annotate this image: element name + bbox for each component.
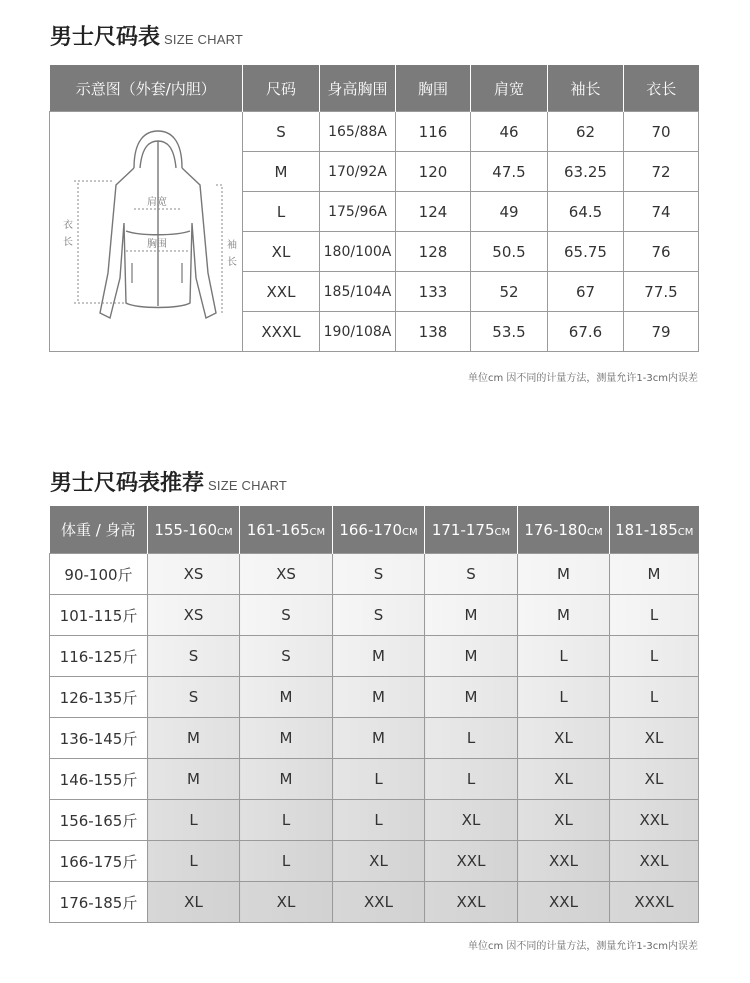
cell-recommended-size: L: [333, 800, 425, 841]
cell-recommended-size: L: [518, 636, 610, 677]
cell-weight: 126-135斤: [50, 677, 148, 718]
cell-recommended-size: S: [333, 595, 425, 636]
header-sleeve: 袖长: [548, 65, 624, 112]
cell-recommended-size: L: [333, 759, 425, 800]
header-shoulder: 肩宽: [471, 65, 548, 112]
cell-shoulder: 49: [471, 192, 548, 232]
recommend-row: [50, 841, 699, 882]
cell-recommended-size: XL: [425, 800, 518, 841]
height-range-value: 155-160: [154, 520, 218, 539]
height-unit: CM: [587, 526, 603, 538]
cell-recommended-size: XS: [148, 595, 240, 636]
cell-recommended-size: XS: [148, 554, 240, 595]
header-height-range: [333, 506, 425, 554]
recommend-row: [50, 882, 699, 923]
header-height-range: [610, 506, 699, 554]
cell-recommended-size: M: [610, 554, 699, 595]
label-sleeve-2: 长: [227, 256, 237, 268]
cell-length: 79: [624, 312, 699, 352]
cell-recommended-size: M: [425, 636, 518, 677]
cell-sleeve: 62: [548, 112, 624, 152]
cell-recommended-size: M: [333, 636, 425, 677]
cell-weight: 156-165斤: [50, 800, 148, 841]
header-weight-height: 体重 / 身高: [50, 506, 148, 554]
size-row: [50, 112, 699, 152]
cell-weight: 136-145斤: [50, 718, 148, 759]
cell-recommended-size: XS: [240, 554, 333, 595]
cell-recommended-size: XL: [240, 882, 333, 923]
height-range-value: 176-180: [524, 520, 588, 539]
cell-recommended-size: XXL: [518, 841, 610, 882]
cell-recommended-size: M: [425, 595, 518, 636]
cell-length: 70: [624, 112, 699, 152]
cell-recommended-size: S: [240, 636, 333, 677]
cell-recommended-size: L: [518, 677, 610, 718]
cell-recommended-size: M: [518, 595, 610, 636]
height-unit: CM: [677, 526, 694, 538]
cell-height-chest: 170/92A: [320, 152, 396, 192]
cell-weight: 146-155斤: [50, 759, 148, 800]
recommend-title: 男士尺码表推荐 SIZE CHART: [50, 471, 288, 496]
cell-chest: 128: [396, 232, 471, 272]
cell-recommended-size: S: [148, 636, 240, 677]
cell-recommended-size: L: [610, 595, 699, 636]
recommend-row: [50, 677, 699, 718]
cell-chest: 133: [396, 272, 471, 312]
cell-recommended-size: S: [148, 677, 240, 718]
cell-recommended-size: L: [425, 759, 518, 800]
recommend-row: [50, 718, 699, 759]
height-unit: CM: [402, 526, 418, 538]
cell-length: 72: [624, 152, 699, 192]
label-sleeve-1: 袖: [227, 239, 237, 251]
cell-recommended-size: XXL: [425, 882, 518, 923]
cell-recommended-size: XXXL: [610, 882, 699, 923]
cell-recommended-size: L: [610, 636, 699, 677]
header-diagram: 示意图（外套/内胆）: [50, 65, 243, 112]
cell-height-chest: 185/104A: [320, 272, 396, 312]
cell-sleeve: 65.75: [548, 232, 624, 272]
cell-recommended-size: M: [518, 554, 610, 595]
cell-recommended-size: M: [425, 677, 518, 718]
cell-recommended-size: XXL: [610, 800, 699, 841]
cell-recommended-size: S: [333, 554, 425, 595]
height-unit: CM: [309, 526, 326, 538]
cell-recommended-size: L: [148, 841, 240, 882]
cell-chest: 120: [396, 152, 471, 192]
height-range-value: 166-170: [339, 520, 403, 539]
header-height-range: [240, 506, 333, 554]
cell-recommended-size: M: [148, 759, 240, 800]
cell-recommended-size: L: [610, 677, 699, 718]
recommend-row: [50, 595, 699, 636]
recommend-row: [50, 800, 699, 841]
cell-recommended-size: L: [240, 800, 333, 841]
size-chart-title: 男士尺码表 SIZE CHART: [50, 25, 244, 50]
cell-shoulder: 50.5: [471, 232, 548, 272]
cell-height-chest: 180/100A: [320, 232, 396, 272]
header-length: 衣长: [624, 65, 699, 112]
cell-recommended-size: XL: [610, 718, 699, 759]
cell-recommended-size: XL: [333, 841, 425, 882]
cell-height-chest: 175/96A: [320, 192, 396, 232]
header-height-chest: 身高胸围: [320, 65, 396, 112]
cell-recommended-size: M: [333, 718, 425, 759]
header-chest: 胸围: [396, 65, 471, 112]
cell-sleeve: 67: [548, 272, 624, 312]
recommend-row: [50, 554, 699, 595]
cell-size: M: [243, 152, 320, 192]
cell-recommended-size: M: [240, 759, 333, 800]
size-chart-table: [49, 65, 699, 352]
cell-weight: 116-125斤: [50, 636, 148, 677]
recommend-row: [50, 636, 699, 677]
diagram-cell: [50, 112, 243, 352]
cell-recommended-size: M: [333, 677, 425, 718]
cell-recommended-size: XL: [148, 882, 240, 923]
cell-recommended-size: XXL: [518, 882, 610, 923]
label-shoulder: 肩宽: [147, 196, 167, 208]
cell-recommended-size: XL: [610, 759, 699, 800]
header-height-range: [148, 506, 240, 554]
recommend-subtitle: SIZE CHART: [208, 478, 288, 493]
header-height-range: [425, 506, 518, 554]
header-height-range: [518, 506, 610, 554]
cell-size: XXXL: [243, 312, 320, 352]
cell-height-chest: 165/88A: [320, 112, 396, 152]
cell-weight: 90-100斤: [50, 554, 148, 595]
cell-chest: 124: [396, 192, 471, 232]
jacket-diagram: [50, 113, 243, 351]
cell-recommended-size: M: [148, 718, 240, 759]
cell-chest: 116: [396, 112, 471, 152]
height-range-value: 161-165: [246, 520, 310, 539]
cell-weight: 176-185斤: [50, 882, 148, 923]
label-length-1: 衣: [63, 219, 73, 231]
cell-weight: 101-115斤: [50, 595, 148, 636]
cell-length: 74: [624, 192, 699, 232]
cell-recommended-size: L: [240, 841, 333, 882]
recommend-row: [50, 759, 699, 800]
height-unit: CM: [494, 526, 511, 538]
header-size: 尺码: [243, 65, 320, 112]
height-unit: CM: [217, 526, 233, 538]
size-chart-note: 单位cm 因不同的计量方法，测量允许1-3cm内误差: [468, 373, 698, 384]
cell-length: 77.5: [624, 272, 699, 312]
recommend-note: 单位cm 因不同的计量方法，测量允许1-3cm内误差: [468, 941, 698, 952]
cell-weight: 166-175斤: [50, 841, 148, 882]
cell-size: XXL: [243, 272, 320, 312]
cell-shoulder: 52: [471, 272, 548, 312]
cell-recommended-size: L: [425, 718, 518, 759]
size-recommend-table: [49, 506, 699, 923]
cell-recommended-size: S: [425, 554, 518, 595]
label-length-2: 长: [63, 236, 73, 248]
cell-size: XL: [243, 232, 320, 272]
cell-recommended-size: XXL: [425, 841, 518, 882]
cell-chest: 138: [396, 312, 471, 352]
cell-recommended-size: XXL: [610, 841, 699, 882]
cell-recommended-size: S: [240, 595, 333, 636]
cell-recommended-size: XL: [518, 718, 610, 759]
cell-recommended-size: L: [148, 800, 240, 841]
cell-sleeve: 63.25: [548, 152, 624, 192]
cell-shoulder: 47.5: [471, 152, 548, 192]
cell-recommended-size: XL: [518, 800, 610, 841]
label-chest: 胸围: [147, 238, 167, 250]
cell-sleeve: 64.5: [548, 192, 624, 232]
cell-length: 76: [624, 232, 699, 272]
height-range-value: 171-175: [431, 520, 495, 539]
cell-recommended-size: XXL: [333, 882, 425, 923]
height-range-value: 181-185: [615, 520, 678, 539]
cell-recommended-size: XL: [518, 759, 610, 800]
size-chart-subtitle: SIZE CHART: [164, 32, 244, 47]
cell-sleeve: 67.6: [548, 312, 624, 352]
cell-recommended-size: M: [240, 677, 333, 718]
cell-size: S: [243, 112, 320, 152]
cell-size: L: [243, 192, 320, 232]
cell-height-chest: 190/108A: [320, 312, 396, 352]
cell-shoulder: 46: [471, 112, 548, 152]
cell-shoulder: 53.5: [471, 312, 548, 352]
cell-recommended-size: M: [240, 718, 333, 759]
